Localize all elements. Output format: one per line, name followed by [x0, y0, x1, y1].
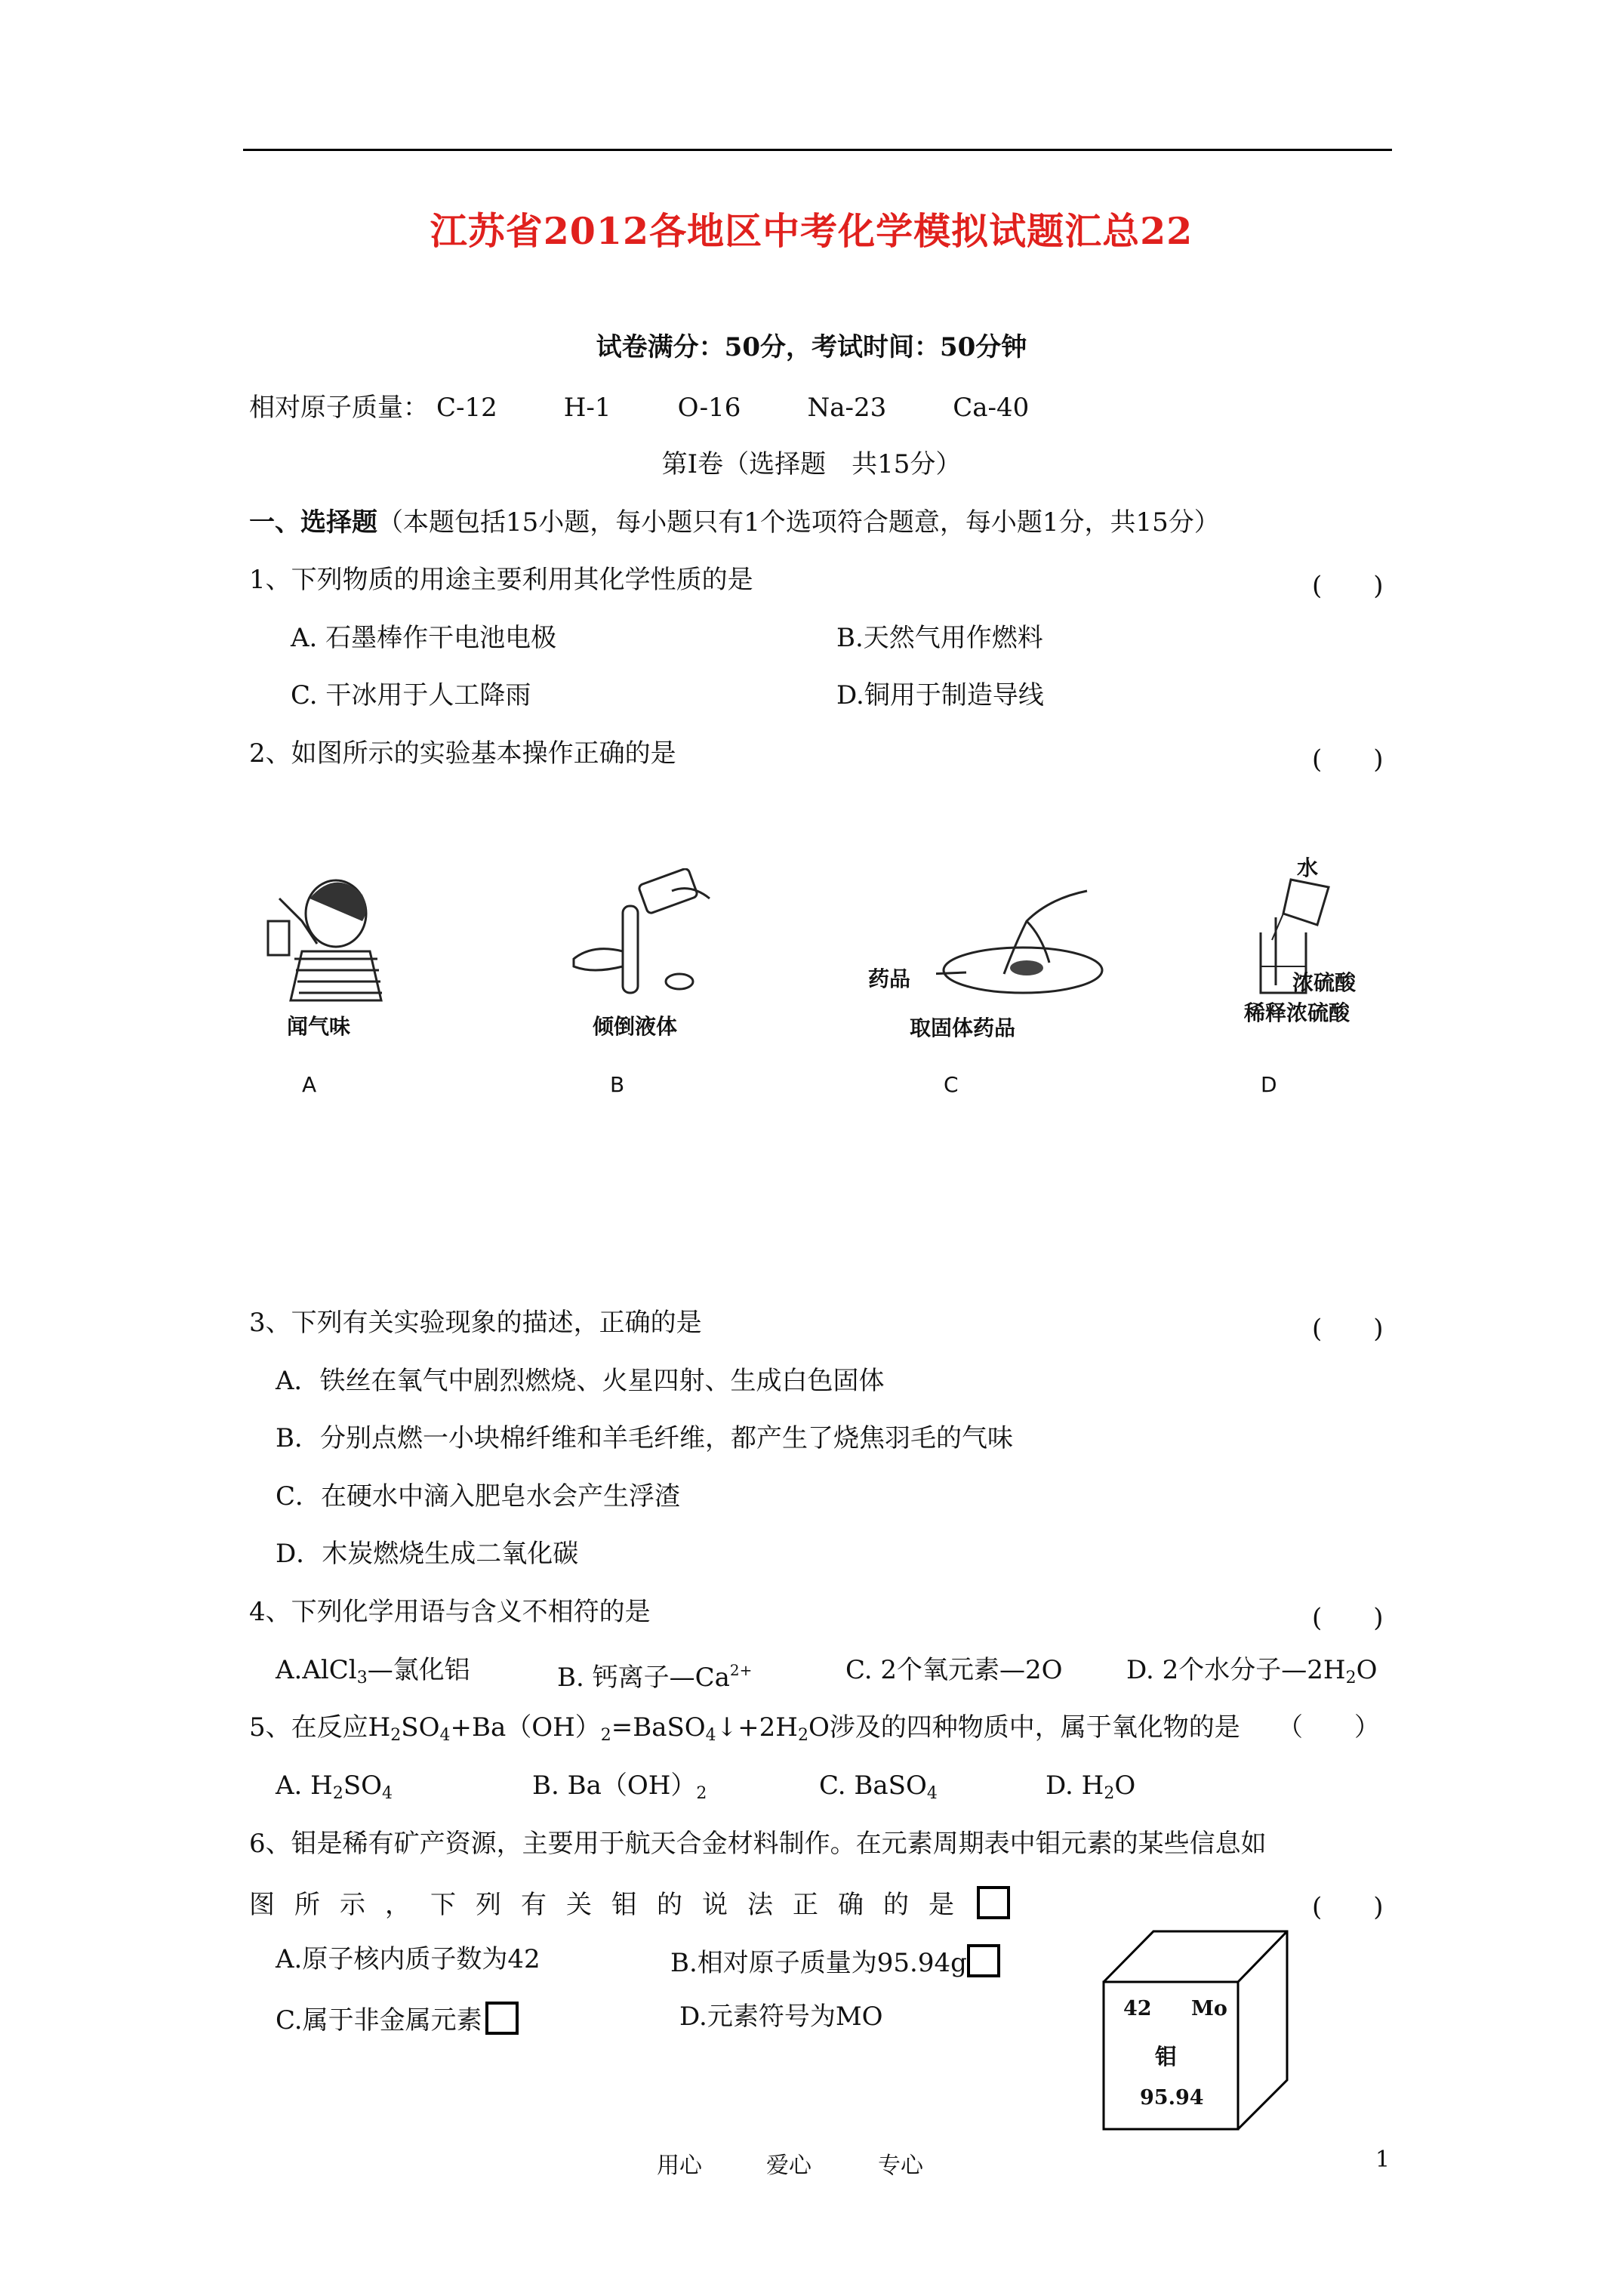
atomic-mass-na: Na-23 — [807, 393, 887, 423]
q4-option-a — [276, 1655, 470, 1693]
exam-info: 试卷满分：50分，考试时间：50分钟 — [596, 332, 1027, 362]
q4-a-meaning: —氯化铝 — [367, 1655, 470, 1685]
q5-sub: 2 — [797, 1726, 808, 1745]
q1-option-c: C. 干冰用于人工降雨 — [291, 680, 531, 710]
q5-d-sub: 2 — [1104, 1784, 1115, 1803]
q4-a-subscript: 3 — [356, 1669, 368, 1687]
part-heading-bold: 一、选择题 — [249, 507, 377, 538]
atomic-mass-h: H-1 — [563, 393, 611, 423]
figure-d-letter: D — [1261, 1072, 1277, 1097]
element-symbol: Mo — [1191, 1997, 1227, 2020]
q5-stem — [249, 1712, 1240, 1751]
atomic-mass-row — [249, 393, 1029, 423]
figure-d-water-label: 水 — [1297, 855, 1319, 880]
q6-stem-line1: 6、钼是稀有矿产资源，主要用于航天合金材料制作。在元素周期表中钼元素的某些信息如 — [249, 1829, 1267, 1859]
figure-a-caption: 闻气味 — [287, 1014, 351, 1039]
q5-option-a — [276, 1771, 393, 1809]
figure-b-pour-illustration — [559, 868, 732, 1004]
document-title: 江苏省2012各地区中考化学模拟试题汇总22 — [430, 209, 1193, 253]
q3-option-c: C．在硬水中滴入肥皂水会产生浮渣 — [276, 1481, 681, 1512]
q6-option-a: A.原子核内质子数为42 — [276, 1944, 540, 1974]
q5-b-sub: 2 — [696, 1784, 707, 1803]
q5-a-text: SO — [343, 1771, 382, 1801]
q5-stem-part: O涉及的四种物质中，属于氧化物的是 — [808, 1712, 1240, 1743]
q1-option-d: D.铜用于制造导线 — [836, 680, 1044, 710]
q4-answer-paren: ( ) — [1312, 1603, 1384, 1633]
q4-a-text: A.AlCl — [276, 1655, 357, 1685]
q3-option-a: A．铁丝在氧气中剧烈燃烧、火星四射、生成白色固体 — [276, 1366, 885, 1396]
figure-c-drug-label: 药品 — [868, 966, 911, 991]
q6-option-d: D.元素符号为MO — [679, 2002, 883, 2032]
footer-item-3: 专心 — [878, 2153, 923, 2179]
q5-stem-part: ↓+2H — [716, 1712, 798, 1743]
figure-a-smell-illustration — [249, 868, 393, 1004]
q4-d-text-end: O — [1356, 1655, 1378, 1685]
figure-c-solid-illustration — [936, 868, 1110, 1004]
q1-answer-paren: ( ) — [1312, 571, 1384, 601]
q5-sub: 2 — [600, 1726, 611, 1745]
q2-answer-paren: ( ) — [1312, 744, 1384, 775]
q5-c-text: C. BaSO — [819, 1771, 927, 1801]
q5-option-d — [1046, 1771, 1135, 1809]
q4-option-c: C. 2个氧元素—2O — [845, 1655, 1063, 1685]
figure-a-letter: A — [302, 1072, 317, 1097]
q5-sub: 2 — [390, 1726, 402, 1745]
footer-item-1: 用心 — [657, 2153, 702, 2179]
figure-d-acid-label: 浓硫酸 — [1292, 970, 1357, 995]
q5-stem-part: 5、在反应H — [249, 1712, 391, 1743]
atomic-mass-c: C-12 — [436, 393, 497, 423]
element-number: 42 — [1123, 1997, 1152, 2020]
q1-option-a: A. 石墨棒作干电池电极 — [291, 623, 557, 653]
q5-d-text: O — [1114, 1771, 1136, 1801]
q5-c-sub: 4 — [926, 1784, 938, 1803]
footer-item-2: 爱心 — [766, 2153, 812, 2179]
q6-option-b-text: B.相对原子质量为95.94g — [670, 1948, 967, 1978]
q6-option-c — [276, 2002, 519, 2036]
q3-option-d: D．木炭燃烧生成二氧化碳 — [276, 1539, 579, 1569]
header-rule — [243, 149, 1392, 151]
figure-b-caption: 倾倒液体 — [593, 1014, 678, 1039]
q6-stem-line2-text: 图所示，下列有关钼的说法正确的是 — [249, 1890, 974, 1920]
q4-d-subscript: 2 — [1345, 1669, 1357, 1687]
q4-d-text: D. 2个水分子—2H — [1126, 1655, 1346, 1685]
q5-d-text: D. H — [1046, 1771, 1104, 1801]
atomic-mass-label: 相对原子质量： — [249, 393, 429, 423]
q4-option-b — [557, 1655, 752, 1693]
section-title: 第Ⅰ卷（选择题 共15分） — [661, 449, 962, 479]
q5-answer-paren: （ ） — [1277, 1712, 1380, 1743]
q4-b-text: B. 钙离子—Ca — [557, 1663, 730, 1693]
q3-answer-paren: ( ) — [1312, 1314, 1384, 1344]
q5-option-b — [532, 1771, 707, 1809]
element-name: 钼 — [1155, 2044, 1178, 2069]
q2-stem: 2、如图所示的实验基本操作正确的是 — [249, 738, 676, 769]
q4-option-d — [1126, 1655, 1377, 1693]
q6-option-c-text: C.属于非金属元素 — [276, 2005, 482, 2036]
q5-option-c — [819, 1771, 938, 1809]
page-number: 1 — [1375, 2147, 1390, 2173]
figure-d-caption: 稀释浓硫酸 — [1244, 1000, 1350, 1025]
q5-stem-part: =BaSO — [611, 1712, 706, 1743]
figure-c-letter: C — [944, 1072, 959, 1097]
q5-stem-part: +Ba（OH） — [450, 1712, 601, 1743]
q5-sub: 4 — [439, 1726, 451, 1745]
q1-stem: 1、下列物质的用途主要利用其化学性质的是 — [249, 565, 753, 595]
q4-b-superscript: 2+ — [729, 1661, 753, 1679]
q6-option-c-checkbox — [485, 2002, 519, 2035]
q5-sub: 4 — [705, 1726, 716, 1745]
figure-b-letter: B — [610, 1072, 625, 1097]
q1-option-b: B.天然气用作燃料 — [836, 623, 1043, 653]
q3-option-b: B．分别点燃一小块棉纤维和羊毛纤维，都产生了烧焦羽毛的气味 — [276, 1423, 1013, 1453]
part-heading — [249, 507, 1220, 538]
q5-a-sub: 4 — [382, 1784, 393, 1803]
q4-stem: 4、下列化学用语与含义不相符的是 — [249, 1597, 651, 1627]
q6-option-b-checkbox — [967, 1944, 1000, 1977]
atomic-mass-ca: Ca-40 — [953, 393, 1030, 423]
q6-option-b — [670, 1944, 1000, 1978]
atomic-mass-o: O-16 — [677, 393, 741, 423]
part-heading-rest: （本题包括15小题，每小题只有1个选项符合题意，每小题1分，共15分） — [377, 507, 1220, 538]
q6-stem-checkbox — [977, 1886, 1010, 1919]
q5-a-sub: 2 — [332, 1784, 343, 1803]
q6-stem-line2 — [249, 1886, 1010, 1920]
q5-a-text: A. H — [276, 1771, 333, 1801]
q5-stem-part: SO — [401, 1712, 440, 1743]
q5-b-text: B. Ba（OH） — [532, 1771, 697, 1801]
element-mass: 95.94 — [1140, 2086, 1204, 2110]
q6-answer-paren: ( ) — [1312, 1892, 1384, 1922]
figure-c-caption: 取固体药品 — [910, 1015, 1016, 1040]
q3-stem: 3、下列有关实验现象的描述，正确的是 — [249, 1308, 702, 1338]
